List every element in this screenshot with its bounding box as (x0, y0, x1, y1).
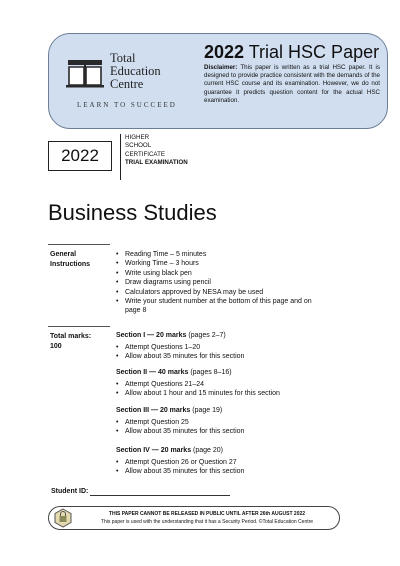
list-item: • Allow about 35 minutes for this section (116, 352, 244, 361)
list-item: • Allow about 35 minutes for this section (116, 467, 244, 476)
divider (48, 326, 110, 327)
list-item: • Calculators approved by NESA may be used (116, 288, 326, 297)
divider (48, 244, 110, 245)
list-item: • Write using black pen (116, 269, 326, 278)
disclaimer-text: Disclaimer: This paper is written as a trial HSC paper. It is designed to provide practice consistent with the demands of the current HSC course and its examination. However, we do not guarantee it predicts question content for the actual HSC examination. (204, 64, 380, 104)
security-seal-icon (53, 508, 73, 528)
section-list (116, 458, 244, 477)
security-notice-heading: THIS PAPER CANNOT BE RELEASED IN PUBLIC UNTIL AFTER 26th AUGUST 2022 (108, 511, 306, 517)
list-item: • Draw diagrams using pencil (116, 278, 326, 287)
list-item: • Working Time – 3 hours (116, 259, 326, 268)
list-item: • Attempt Questions 21–24 (116, 380, 280, 389)
divider (120, 134, 121, 180)
logo-tagline: LEARN TO SUCCEED (77, 101, 177, 109)
security-notice-box (48, 506, 340, 530)
paper-title: 2022 Trial HSC Paper (204, 42, 380, 62)
subject-title: Business Studies (48, 200, 217, 225)
general-instructions-label: General Instructions (50, 251, 91, 268)
student-id-field[interactable] (90, 495, 230, 496)
section-heading: Section III — 20 marks (page 19) (116, 407, 223, 414)
section-heading: Section IV — 20 marks (page 20) (116, 447, 224, 454)
list-item: • Reading Time – 5 minutes (116, 250, 326, 259)
section-heading: Section II — 40 marks (pages 8–16) (116, 369, 232, 376)
section-list (116, 418, 244, 437)
list-item: • Write your student number at the bottom of this page and on page 8 (116, 297, 326, 316)
year-box: 2022 (48, 141, 112, 171)
security-notice-text: This paper is used with the understanding that it has a Security Period. ©Total Education Centre (100, 519, 314, 525)
section-heading: Section I — 20 marks (pages 2–7) (116, 332, 226, 339)
certificate-label: HIGHER SCHOOL CERTIFICATE TRIAL EXAMINATION (125, 134, 188, 167)
open-book-icon (66, 58, 104, 88)
list-item: • Attempt Question 25 (116, 418, 244, 427)
list-item: • Allow about 35 minutes for this section (116, 427, 244, 436)
total-education-centre-logo (66, 52, 186, 112)
section-list (116, 380, 280, 399)
list-item: • Attempt Question 26 or Question 27 (116, 458, 244, 467)
student-id-label: Student ID: (51, 488, 89, 495)
logo-wordmark: Total Education Centre (110, 51, 161, 91)
list-item: • Allow about 1 hour and 15 minutes for this section (116, 389, 280, 398)
total-marks-label: Total marks: 100 (50, 333, 92, 350)
list-item: • Attempt Questions 1–20 (116, 343, 244, 352)
section-list (116, 343, 244, 362)
general-instructions-list (116, 250, 326, 316)
